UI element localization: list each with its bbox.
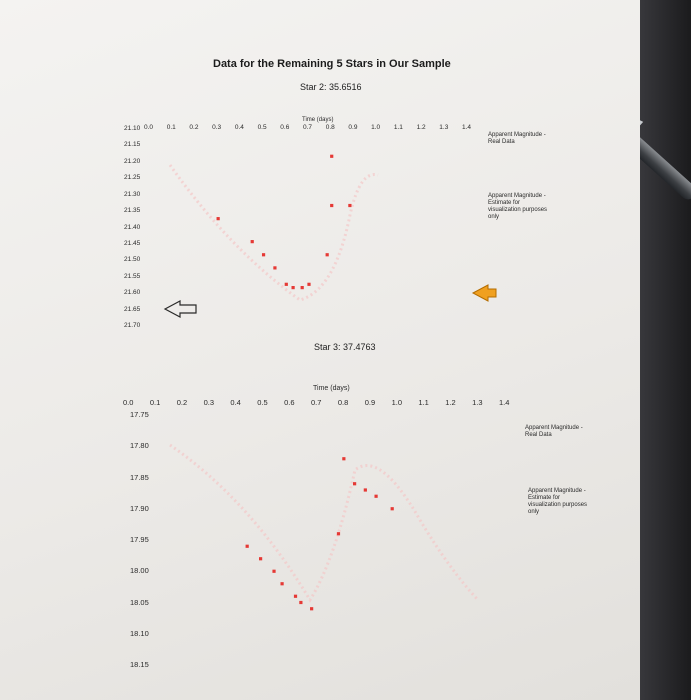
- chart1-data-point: [285, 283, 288, 286]
- chart1-data-point: [251, 240, 254, 243]
- chart2-data-point: [310, 607, 313, 610]
- chart1-x-tick: 1.0: [371, 124, 381, 131]
- chart1-y-tick: 21.10: [124, 125, 141, 132]
- chart1-x-tick: 0.8: [325, 124, 335, 131]
- chart1-xlabel: Time (days): [302, 117, 334, 123]
- chart2-data-point: [299, 601, 302, 604]
- chart2-data-point: [259, 557, 262, 560]
- chart2-y-tick: 17.75: [130, 410, 149, 419]
- chart1-legend-real: Apparent Magnitude - Real Data: [488, 132, 546, 145]
- chart2-data-point: [337, 532, 340, 535]
- chart2-x-tick: 0.9: [364, 398, 376, 407]
- chart2-x-tick: 1.2: [445, 398, 456, 407]
- chart2-data-point: [294, 595, 297, 598]
- chart2-y-tick: 17.95: [130, 535, 149, 544]
- chart2-y-tick: 18.00: [130, 566, 149, 576]
- chart2-x-tick: 0.0: [123, 398, 134, 407]
- chart1-x-tick: 1.3: [439, 124, 449, 131]
- chart2-xlabel: Time (days): [313, 385, 350, 392]
- chart1-data-point: [348, 204, 351, 207]
- chart2-data-point: [280, 582, 283, 585]
- chart2-data-point: [272, 570, 275, 573]
- chart1-y-tick: 21.50: [124, 256, 141, 264]
- chart1-y-tick: 21.70: [124, 322, 141, 329]
- chart1-data-point: [326, 253, 329, 256]
- chart1-y-tick: 21.55: [124, 272, 141, 280]
- chart2-x-tick: 1.4: [499, 398, 510, 407]
- chart2-y-tick: 17.80: [130, 441, 149, 451]
- chart2-x-tick: 0.1: [149, 398, 161, 407]
- chart1-data-point: [273, 266, 276, 269]
- chart1-data-point: [307, 283, 310, 286]
- chart1-data-point: [262, 253, 265, 256]
- chart2-y-tick: 17.90: [130, 503, 149, 513]
- chart2-title: Star 3: 37.4763: [314, 342, 376, 352]
- chart1-y-tick: 21.40: [124, 223, 141, 231]
- chart1-x-tick: 0.7: [303, 124, 313, 131]
- chart2-y-tick: 18.10: [130, 628, 149, 638]
- chart2-data-point: [374, 495, 377, 498]
- chart1-data-point: [330, 204, 333, 207]
- chart1-y-tick: 21.20: [124, 157, 141, 165]
- chart2-x-tick: 0.6: [284, 398, 295, 407]
- chart2-data-point: [342, 457, 345, 460]
- desk-background: [636, 0, 691, 700]
- chart1-y-tick: 21.15: [124, 141, 141, 149]
- chart2-x-tick: 1.1: [418, 398, 429, 407]
- chart1-title: Star 2: 35.6516: [300, 82, 362, 92]
- chart1-y-tick: 21.30: [124, 190, 141, 198]
- chart1-data-point: [301, 286, 304, 289]
- chart2-data-point: [364, 488, 367, 491]
- chart2-y-tick: 17.85: [130, 472, 149, 482]
- chart1-y-tick: 21.65: [124, 305, 141, 313]
- chart1-x-tick: 0.3: [212, 124, 222, 131]
- chart2-x-tick: 0.7: [311, 398, 322, 407]
- chart1-x-tick: 0.5: [257, 124, 267, 131]
- chart1-x-tick: 0.1: [166, 124, 176, 131]
- chart1-x-tick: 0.0: [144, 124, 154, 131]
- chart2-y-tick: 18.05: [130, 597, 149, 607]
- chart2-data-point: [353, 482, 356, 485]
- chart2-x-tick: 0.3: [203, 398, 214, 407]
- chart1-x-tick: 1.4: [462, 124, 472, 131]
- chart2-x-tick: 1.0: [391, 398, 402, 407]
- chart2-x-tick: 1.3: [472, 398, 483, 407]
- page-title: Data for the Remaining 5 Stars in Our Sample: [213, 58, 451, 70]
- chart1-x-tick: 0.6: [280, 124, 290, 131]
- chart2-x-tick: 0.4: [230, 398, 241, 407]
- chart2-x-tick: 0.2: [176, 398, 188, 407]
- right-arrow-annotation: [473, 285, 496, 301]
- chart1-data-point: [217, 217, 220, 220]
- chart1-estimate-curve: [170, 165, 378, 300]
- chart2-x-tick: 0.8: [337, 398, 349, 407]
- chart1-y-tick: 21.25: [124, 174, 141, 182]
- chart1-y-tick: 21.45: [124, 239, 141, 247]
- chart1-y-tick: 21.35: [124, 207, 141, 215]
- chart1-data-point: [330, 155, 333, 158]
- chart2-x-tick: 0.5: [257, 398, 268, 407]
- chart2-legend-real: Apparent Magnitude - Real Data: [525, 425, 583, 438]
- chart2-data-point: [246, 545, 249, 548]
- chart1-legend-estimate: Apparent Magnitude - Estimate for visualization purposes only: [488, 193, 548, 220]
- chart1-x-tick: 0.4: [234, 124, 244, 131]
- chart2-y-tick: 18.15: [130, 660, 149, 669]
- chart1-data-point: [292, 286, 295, 289]
- chart1-x-tick: 1.1: [393, 124, 403, 131]
- chart1-x-tick: 1.2: [416, 124, 426, 131]
- chart1-x-tick: 0.9: [348, 124, 358, 131]
- chart1-y-tick: 21.60: [124, 289, 141, 297]
- chart2-legend-estimate: Apparent Magnitude - Estimate for visualization purposes only: [528, 488, 588, 515]
- chart2-data-point: [391, 507, 394, 510]
- chart1-x-tick: 0.2: [189, 124, 199, 131]
- chart2-estimate-curve: [170, 445, 478, 600]
- left-arrow-annotation: [165, 301, 196, 317]
